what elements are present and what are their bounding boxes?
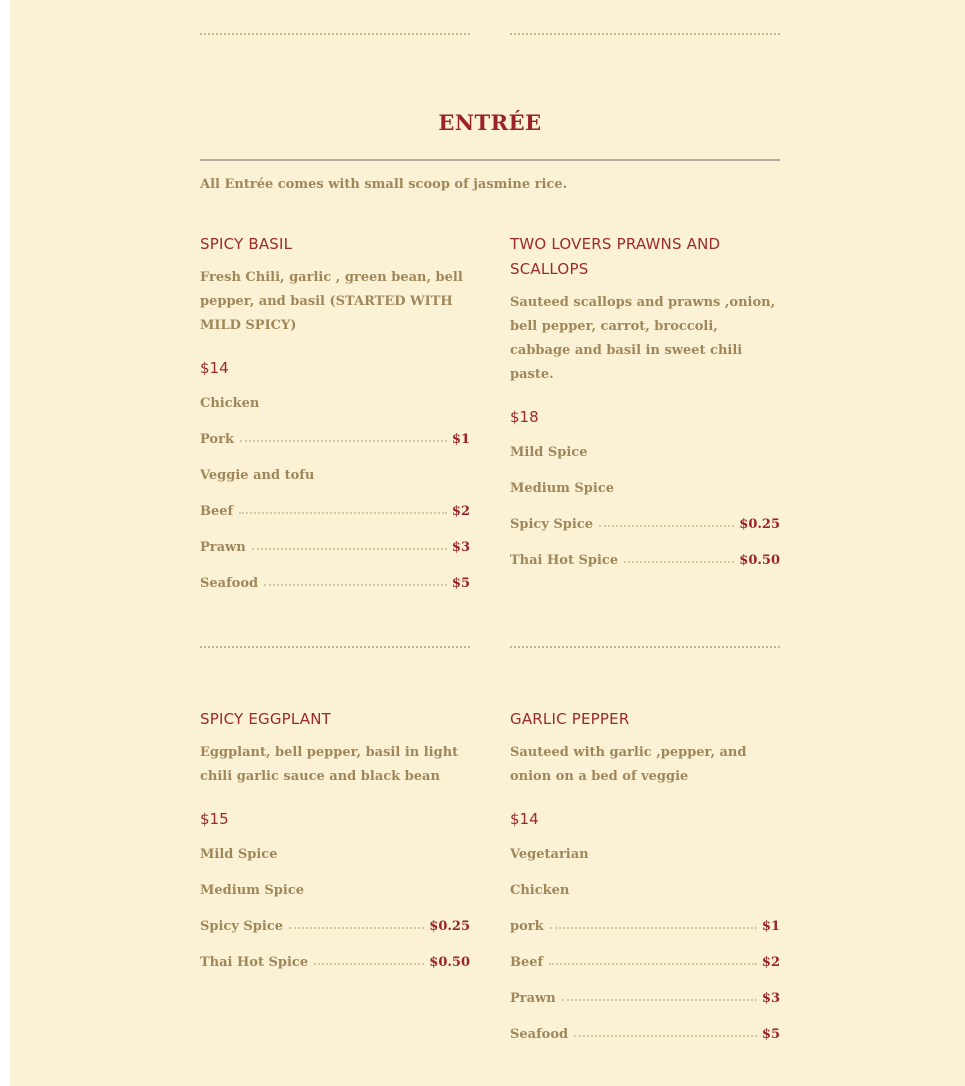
option-label: Chicken <box>200 396 260 411</box>
item-price: $15 <box>200 810 229 828</box>
option-label: Mild Spice <box>510 445 588 460</box>
option-row[interactable] <box>510 553 780 589</box>
option-label: Thai Hot Spice <box>200 955 309 970</box>
item-separator-right <box>510 646 780 648</box>
option-label: Spicy Spice <box>510 517 594 532</box>
dot-leader <box>549 963 757 965</box>
item-name: SPICY BASIL <box>200 235 293 253</box>
option-price: $0.50 <box>739 553 780 568</box>
option-label: Chicken <box>510 883 570 898</box>
item-name: TWO LOVERS PRAWNS AND SCALLOPS <box>510 235 721 278</box>
option-row[interactable] <box>200 468 470 504</box>
item-description: Fresh Chili, garlic , green bean, bell pepper, and basil (STARTED WITH MILD SPICY) <box>200 270 463 333</box>
option-label: Prawn <box>510 991 556 1006</box>
option-price: $5 <box>451 576 470 591</box>
item-price: $14 <box>200 359 229 377</box>
option-row[interactable] <box>200 919 470 955</box>
option-label: Thai Hot Spice <box>510 553 619 568</box>
option-row[interactable] <box>510 919 780 955</box>
section-title: ENTRÉE <box>438 110 542 135</box>
option-row[interactable] <box>510 955 780 991</box>
option-label: Mild Spice <box>200 847 278 862</box>
option-label: Pork <box>200 432 234 447</box>
section-note: All Entrée comes with small scoop of jasmine rice. <box>200 177 568 192</box>
item-separator-left <box>200 646 470 648</box>
option-row[interactable] <box>200 396 470 432</box>
dot-leader <box>550 927 757 929</box>
item-description: Sauteed scallops and prawns ,onion, bell pepper, carrot, broccoli, cabbage and basil in sweet chili paste. <box>510 295 776 382</box>
option-label: Seafood <box>200 576 259 591</box>
section-divider <box>200 159 780 161</box>
option-row[interactable] <box>200 432 470 468</box>
dot-leader <box>240 440 447 442</box>
item-description: Eggplant, bell pepper, basil in light chili garlic sauce and black bean <box>200 745 459 784</box>
option-price: $5 <box>761 1027 780 1042</box>
option-row[interactable] <box>510 847 780 883</box>
item-price: $18 <box>510 408 539 426</box>
dot-leader <box>574 1035 757 1037</box>
option-price: $2 <box>761 955 780 970</box>
option-row[interactable] <box>200 847 470 883</box>
item-options <box>510 847 780 1063</box>
option-price: $1 <box>761 919 780 934</box>
option-row[interactable] <box>510 517 780 553</box>
option-price: $3 <box>451 540 470 555</box>
item-price: $14 <box>510 810 539 828</box>
top-separator-left <box>200 33 470 35</box>
option-price: $0.50 <box>429 955 470 970</box>
item-options <box>200 396 470 612</box>
option-row[interactable] <box>200 540 470 576</box>
option-label: Medium Spice <box>200 883 305 898</box>
option-row[interactable] <box>510 1027 780 1063</box>
option-label: Medium Spice <box>510 481 615 496</box>
option-label: Beef <box>510 955 544 970</box>
menu-content <box>200 0 780 1086</box>
dot-leader <box>289 927 424 929</box>
option-row[interactable] <box>200 883 470 919</box>
option-price: $2 <box>451 504 470 519</box>
option-row[interactable] <box>200 504 470 540</box>
dot-leader <box>624 561 734 563</box>
menu-item-spicy-basil <box>200 232 470 612</box>
option-label: pork <box>510 919 544 934</box>
top-separator-right <box>510 33 780 35</box>
option-label: Beef <box>200 504 234 519</box>
option-row[interactable] <box>200 955 470 991</box>
item-options <box>200 847 470 991</box>
option-price: $0.25 <box>739 517 780 532</box>
option-row[interactable] <box>510 445 780 481</box>
option-price: $0.25 <box>429 919 470 934</box>
option-price: $1 <box>451 432 470 447</box>
menu-item-two-lovers <box>510 232 780 589</box>
dot-leader <box>562 999 757 1001</box>
option-row[interactable] <box>200 576 470 612</box>
dot-leader <box>239 512 447 514</box>
option-label: Veggie and tofu <box>200 468 315 483</box>
option-row[interactable] <box>510 991 780 1027</box>
item-name: SPICY EGGPLANT <box>200 710 332 728</box>
menu-page <box>10 0 965 1086</box>
option-price: $3 <box>761 991 780 1006</box>
dot-leader <box>314 963 424 965</box>
option-row[interactable] <box>510 481 780 517</box>
option-label: Seafood <box>510 1027 569 1042</box>
option-label: Vegetarian <box>510 847 589 862</box>
dot-leader <box>252 548 447 550</box>
item-options <box>510 445 780 589</box>
dot-leader <box>264 584 447 586</box>
item-name: GARLIC PEPPER <box>510 710 630 728</box>
option-label: Spicy Spice <box>200 919 284 934</box>
menu-item-spicy-eggplant <box>200 707 470 991</box>
option-label: Prawn <box>200 540 246 555</box>
item-description: Sauteed with garlic ,pepper, and onion on a bed of veggie <box>510 745 747 784</box>
menu-item-garlic-pepper <box>510 707 780 1063</box>
dot-leader <box>599 525 734 527</box>
option-row[interactable] <box>510 883 780 919</box>
